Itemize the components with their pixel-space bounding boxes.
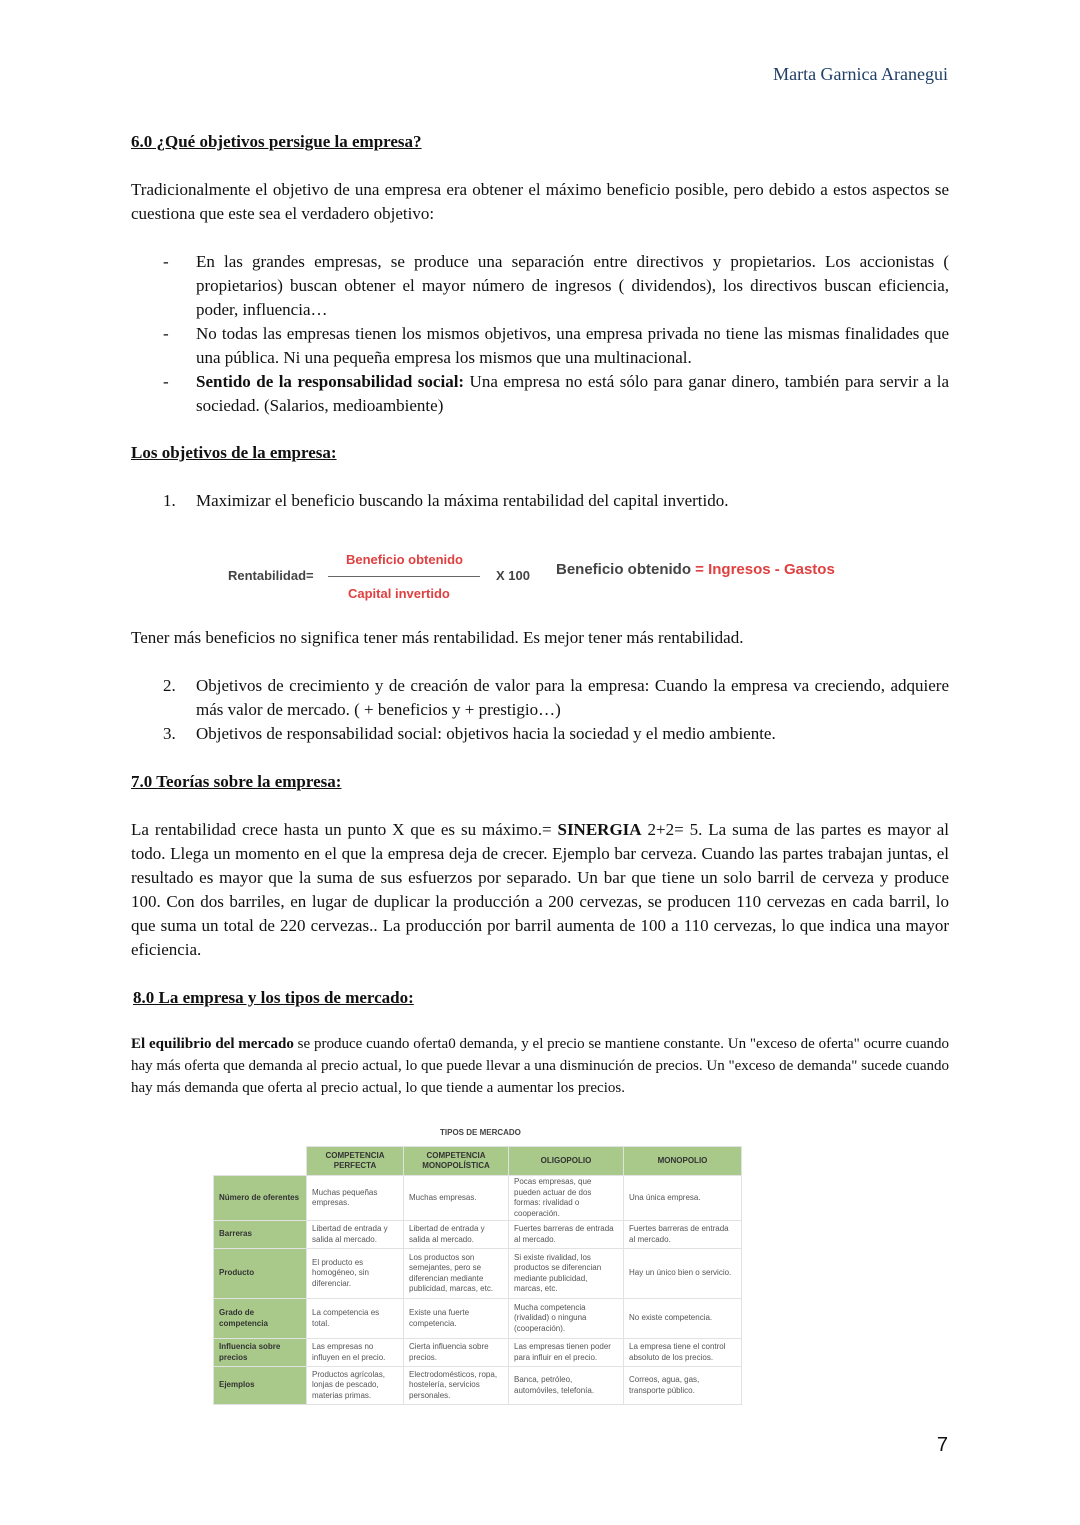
table-row-header: Ejemplos	[214, 1367, 307, 1405]
table-row	[214, 1367, 742, 1405]
objective-item	[131, 674, 949, 722]
table-cell: No existe competencia.	[624, 1299, 742, 1339]
section-8-bold: El equilibrio del mercado	[131, 1036, 294, 1052]
section-7-text-a: La rentabilidad crece hasta un punto X que es su máximo.=	[131, 820, 558, 839]
section-8-body	[131, 1033, 949, 1099]
table-cell: Productos agrícolas, lonjas de pescado, materias primas.	[307, 1367, 404, 1405]
table-cell: Libertad de entrada y salida al mercado.	[307, 1221, 404, 1249]
formula-fraction-line	[328, 576, 480, 577]
objectives-note-block	[131, 626, 949, 650]
bullet-text: Una empresa no está sólo para ganar dinero, también para servir a la sociedad. (Salarios, medioambiente)	[196, 372, 949, 415]
table-cell: Mucha competencia (rivalidad) o ninguna (cooperación).	[509, 1299, 624, 1339]
section-7-paragraph	[131, 818, 949, 962]
table-cell: Libertad de entrada y salida al mercado.	[404, 1221, 509, 1249]
formula-label: Rentabilidad=	[228, 568, 314, 583]
bullet-bold-lead: Sentido de la responsabilidad social:	[196, 372, 465, 391]
table-cell: Existe una fuerte competencia.	[404, 1299, 509, 1339]
table-cell: La empresa tiene el control absoluto de los precios.	[624, 1339, 742, 1367]
objective-1-block	[131, 489, 949, 513]
objective-item	[131, 489, 949, 513]
table-cell: Muchas empresas.	[404, 1176, 509, 1221]
table-row	[214, 1339, 742, 1367]
bullet-text: En las grandes empresas, se produce una separación entre directivos y propietarios. Los accionistas ( propietarios) buscan obtener el mayor número de ingresos ( dividendos), los directivos buscan eficiencia, poder, influencia…	[196, 252, 949, 319]
section-7-bold: SINERGIA	[557, 820, 642, 839]
bullet-dash: -	[163, 324, 169, 343]
table-cell: Las empresas tienen poder para influir en el precio.	[509, 1339, 624, 1367]
formula-times: X 100	[496, 568, 530, 583]
objective-text: Objetivos de responsabilidad social: objetivos hacia la sociedad y el medio ambiente.	[196, 724, 776, 743]
table-cell: Las empresas no influyen en el precio.	[307, 1339, 404, 1367]
section-7-title: 7.0 Teorías sobre la empresa:	[131, 772, 342, 791]
table-cell: Fuertes barreras de entrada al mercado.	[624, 1221, 742, 1249]
objective-number: 3.	[163, 724, 176, 743]
market-table-title: TIPOS DE MERCADO	[440, 1128, 521, 1137]
table-cell: Electrodomésticos, ropa, hostelería, servicios personales.	[404, 1367, 509, 1405]
section-6-title: 6.0 ¿Qué objetivos persigue la empresa?	[131, 132, 422, 151]
table-column-header: COMPETENCIA MONOPOLÍSTICA	[404, 1147, 509, 1176]
table-cell: Fuertes barreras de entrada al mercado.	[509, 1221, 624, 1249]
table-row	[214, 1176, 742, 1221]
objectives-title-block	[131, 441, 949, 465]
table-row	[214, 1249, 742, 1299]
bullet-text: No todas las empresas tienen los mismos objetivos, una empresa privada no tiene las mismas finalidades que una pública. Ni una pequeña empresa los mismos que una multinacional.	[196, 324, 949, 367]
table-cell: Los productos son semejantes, pero se diferencian mediante publicidad, marcas, etc.	[404, 1249, 509, 1299]
formula-numerator: Beneficio obtenido	[346, 552, 463, 567]
section-6-intro: Tradicionalmente el objetivo de una empresa era obtener el máximo beneficio posible, pero debido a estos aspectos se cuestiona que este sea el verdadero objetivo:	[131, 180, 949, 223]
table-cell: Si existe rivalidad, los productos se diferencian mediante publicidad, marcas, etc.	[509, 1249, 624, 1299]
section-8-title: 8.0 La empresa y los tipos de mercado:	[133, 988, 414, 1007]
table-row-header: Influencia sobre precios	[214, 1339, 307, 1367]
objective-text: Objetivos de crecimiento y de creación de valor para la empresa: Cuando la empresa va creciendo, adquiere más valor de mercado. ( + beneficios y + prestigio…)	[196, 676, 949, 719]
table-column-header: OLIGOPOLIO	[509, 1147, 624, 1176]
table-corner	[214, 1147, 307, 1176]
bullet-dash: -	[163, 252, 169, 271]
page-number: 7	[936, 1434, 948, 1456]
objective-text: Maximizar el beneficio buscando la máxima rentabilidad del capital invertido.	[196, 491, 729, 510]
table-cell: Correos, agua, gas, transporte público.	[624, 1367, 742, 1405]
table-cell: Pocas empresas, que pueden actuar de dos formas: rivalidad o cooperación.	[509, 1176, 624, 1221]
section-8-title-block	[133, 986, 951, 1010]
table-cell: Cierta influencia sobre precios.	[404, 1339, 509, 1367]
section-6-bullets	[131, 250, 949, 418]
formula-profit-label: Beneficio obtenido	[556, 561, 691, 578]
section-6	[131, 130, 949, 154]
table-cell: Muchas pequeñas empresas.	[307, 1176, 404, 1221]
table-cell: Hay un único bien o servicio.	[624, 1249, 742, 1299]
table-column-header: MONOPOLIO	[624, 1147, 742, 1176]
table-cell: La competencia es total.	[307, 1299, 404, 1339]
section-7-text-b: 2+2= 5. La suma de las partes es mayor al todo. Llega un momento en el que la empresa deja de crecer. Ejemplo bar cerveza. Cuando las partes trabajan juntas, el resultado es mayor que la suma de sus esfuerzos por separado. Un bar que tiene un solo barril de cerveza y produce 100. Con dos barriles, en lugar de duplicar la producción a 200 cervezas, se producen 110 cervezas en cada barril, lo que suma un total de 220 cervezas.. La producción por barril aumenta de 100 a 110 cervezas, lo que indica una mayor eficiencia.	[131, 820, 949, 959]
table-header-row	[214, 1147, 742, 1176]
section-8-text: se produce cuando oferta0 demanda, y el precio se mantiene constante. Un "exceso de oferta" ocurre cuando hay más oferta que demanda al precio actual, lo que puede llevar a una disminución de precios. Un "exceso de demanda" sucede cuando hay más demanda que oferta al precio actual, lo que tiende a aumentar los precios.	[131, 1036, 949, 1096]
objectives-note: Tener más beneficios no significa tener más rentabilidad. Es mejor tener más rentabilidad.	[131, 628, 744, 647]
table-row	[214, 1221, 742, 1249]
objective-item	[131, 722, 949, 746]
bullet-dash: -	[163, 372, 169, 391]
table-row-header: Número de oferentes	[214, 1176, 307, 1221]
formula-denominator: Capital invertido	[348, 586, 450, 601]
bullet-item	[131, 250, 949, 322]
section-8-paragraph	[131, 1033, 949, 1099]
table-row	[214, 1299, 742, 1339]
bullet-item	[131, 322, 949, 370]
section-6-intro-block	[131, 178, 949, 226]
header-author: Marta Garnica Aranegui	[773, 64, 948, 84]
objectives-2-3-block	[131, 674, 949, 746]
objective-number: 1.	[163, 491, 176, 510]
objectives-title: Los objetivos de la empresa:	[131, 443, 337, 462]
table-column-header: COMPETENCIA PERFECTA	[307, 1147, 404, 1176]
table-cell: El producto es homogéneo, sin diferenciar.	[307, 1249, 404, 1299]
table-row-header: Producto	[214, 1249, 307, 1299]
section-7-title-block	[131, 770, 949, 794]
table-row-header: Barreras	[214, 1221, 307, 1249]
objective-number: 2.	[163, 676, 176, 695]
table-row-header: Grado de competencia	[214, 1299, 307, 1339]
formula-profit-equation: = Ingresos - Gastos	[691, 561, 835, 578]
market-types-table	[213, 1146, 742, 1405]
profitability-formula	[228, 546, 868, 606]
formula-profit-definition	[556, 561, 835, 578]
section-7-body	[131, 818, 949, 962]
table-cell: Banca, petróleo, automóviles, telefonía.	[509, 1367, 624, 1405]
bullet-item	[131, 370, 949, 418]
table-cell: Una única empresa.	[624, 1176, 742, 1221]
